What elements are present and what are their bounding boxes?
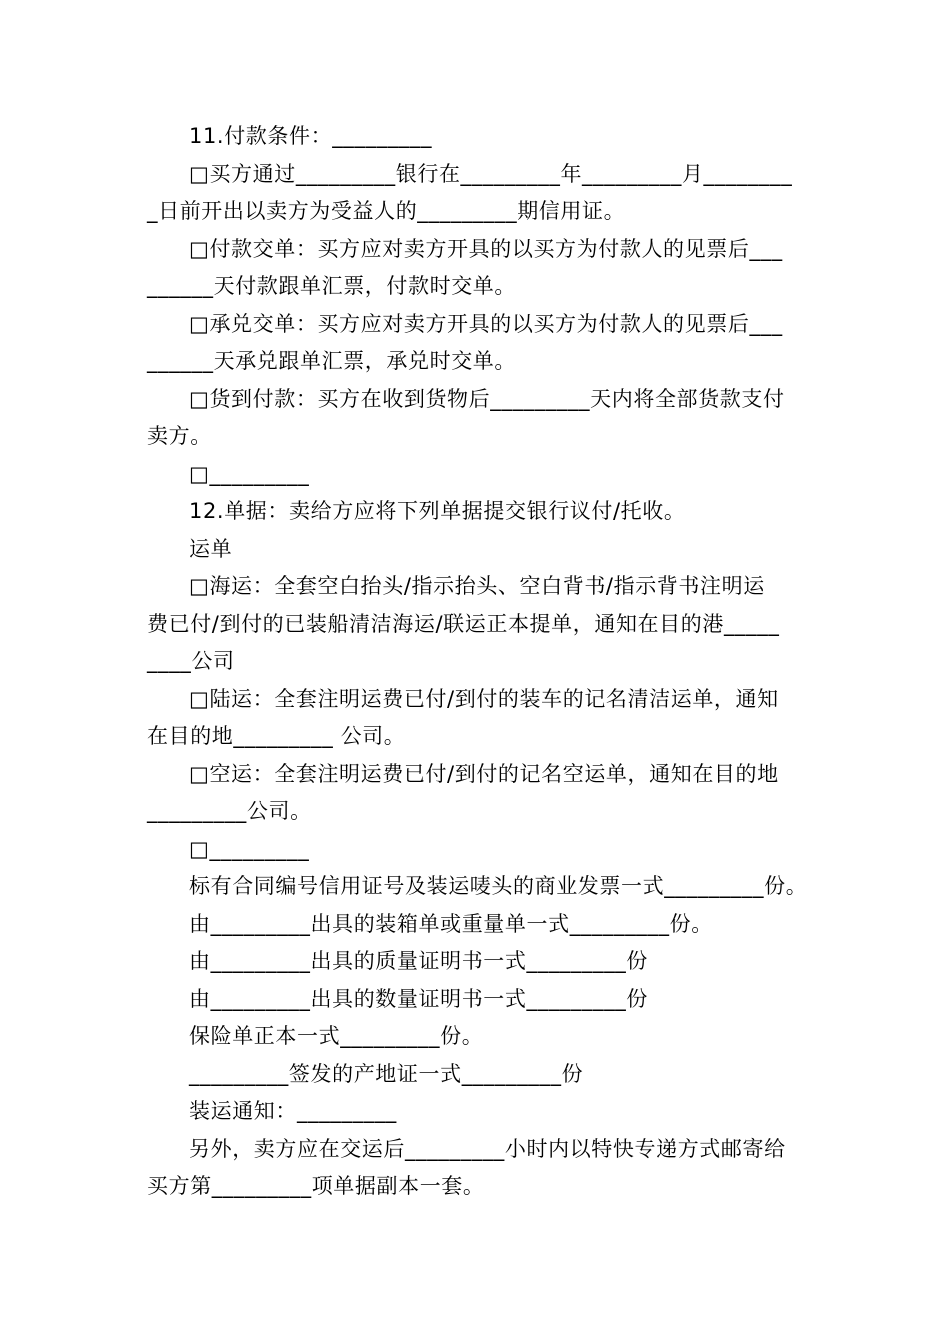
option-other-transport: □_________ <box>189 837 310 861</box>
clause-12-documents: 12.单据：卖给方应将下列单据提交银行议付/托收。 <box>189 499 686 523</box>
option-documents-against-acceptance: □承兑交单：买方应对卖方开具的以买方为付款人的见票后___ <box>189 312 783 336</box>
quality-certificate-line: 由_________出具的质量证明书一式_________份 <box>189 949 648 973</box>
option-air-transport: □空运：全套注明运费已付/到付的记名空运单，通知在目的地 <box>189 762 779 786</box>
packing-list-line: 由_________出具的装箱单或重量单一式_________份。 <box>189 912 713 936</box>
option-cash-on-delivery-cont: 卖方。 <box>147 424 212 448</box>
option-documents-against-payment-cont: ______天付款跟单汇票，付款时交单。 <box>147 274 516 298</box>
option-land-transport-cont: 在目的地_________ 公司。 <box>147 724 406 748</box>
quantity-certificate-line: 由_________出具的数量证明书一式_________份 <box>189 987 648 1011</box>
option-documents-against-acceptance-cont: ______天承兑跟单汇票，承兑时交单。 <box>147 349 516 373</box>
option-letter-of-credit-cont: _日前开出以卖方为受益人的_________期信用证。 <box>147 199 626 223</box>
express-mail-line-cont: 买方第_________项单据副本一套。 <box>147 1174 485 1198</box>
commercial-invoice-line: 标有合同编号信用证号及装运唛头的商业发票一式_________份。 <box>189 874 808 898</box>
transport-document-heading: 运单 <box>189 537 233 561</box>
option-land-transport: □陆运：全套注明运费已付/到付的装车的记名清洁运单，通知 <box>189 687 779 711</box>
option-cash-on-delivery: □货到付款：买方在收到货物后_________天内将全部货款支付 <box>189 387 785 411</box>
clause-11-payment-terms: 11.付款条件：_________ <box>189 124 433 148</box>
option-letter-of-credit: □买方通过_________银行在_________年_________月________ <box>189 162 793 186</box>
insurance-policy-line: 保险单正本一式_________份。 <box>189 1024 484 1048</box>
certificate-of-origin-line: _________签发的产地证一式_________份 <box>189 1062 584 1086</box>
option-sea-transport-cont-1: 费已付/到付的已装船清洁海运/联运正本提单，通知在目的港_____ <box>147 612 780 636</box>
option-sea-transport-cont-2: ____公司 <box>147 649 235 673</box>
shipping-advice-line: 装运通知：_________ <box>189 1099 397 1123</box>
option-other-payment: □_________ <box>189 462 310 486</box>
express-mail-line: 另外，卖方应在交运后_________小时内以特快专递方式邮寄给 <box>189 1137 786 1161</box>
option-documents-against-payment: □付款交单：买方应对卖方开具的以买方为付款人的见票后___ <box>189 237 783 261</box>
option-air-transport-cont: _________公司。 <box>147 799 312 823</box>
option-sea-transport: □海运：全套空白抬头/指示抬头、空白背书/指示背书注明运 <box>189 574 765 598</box>
